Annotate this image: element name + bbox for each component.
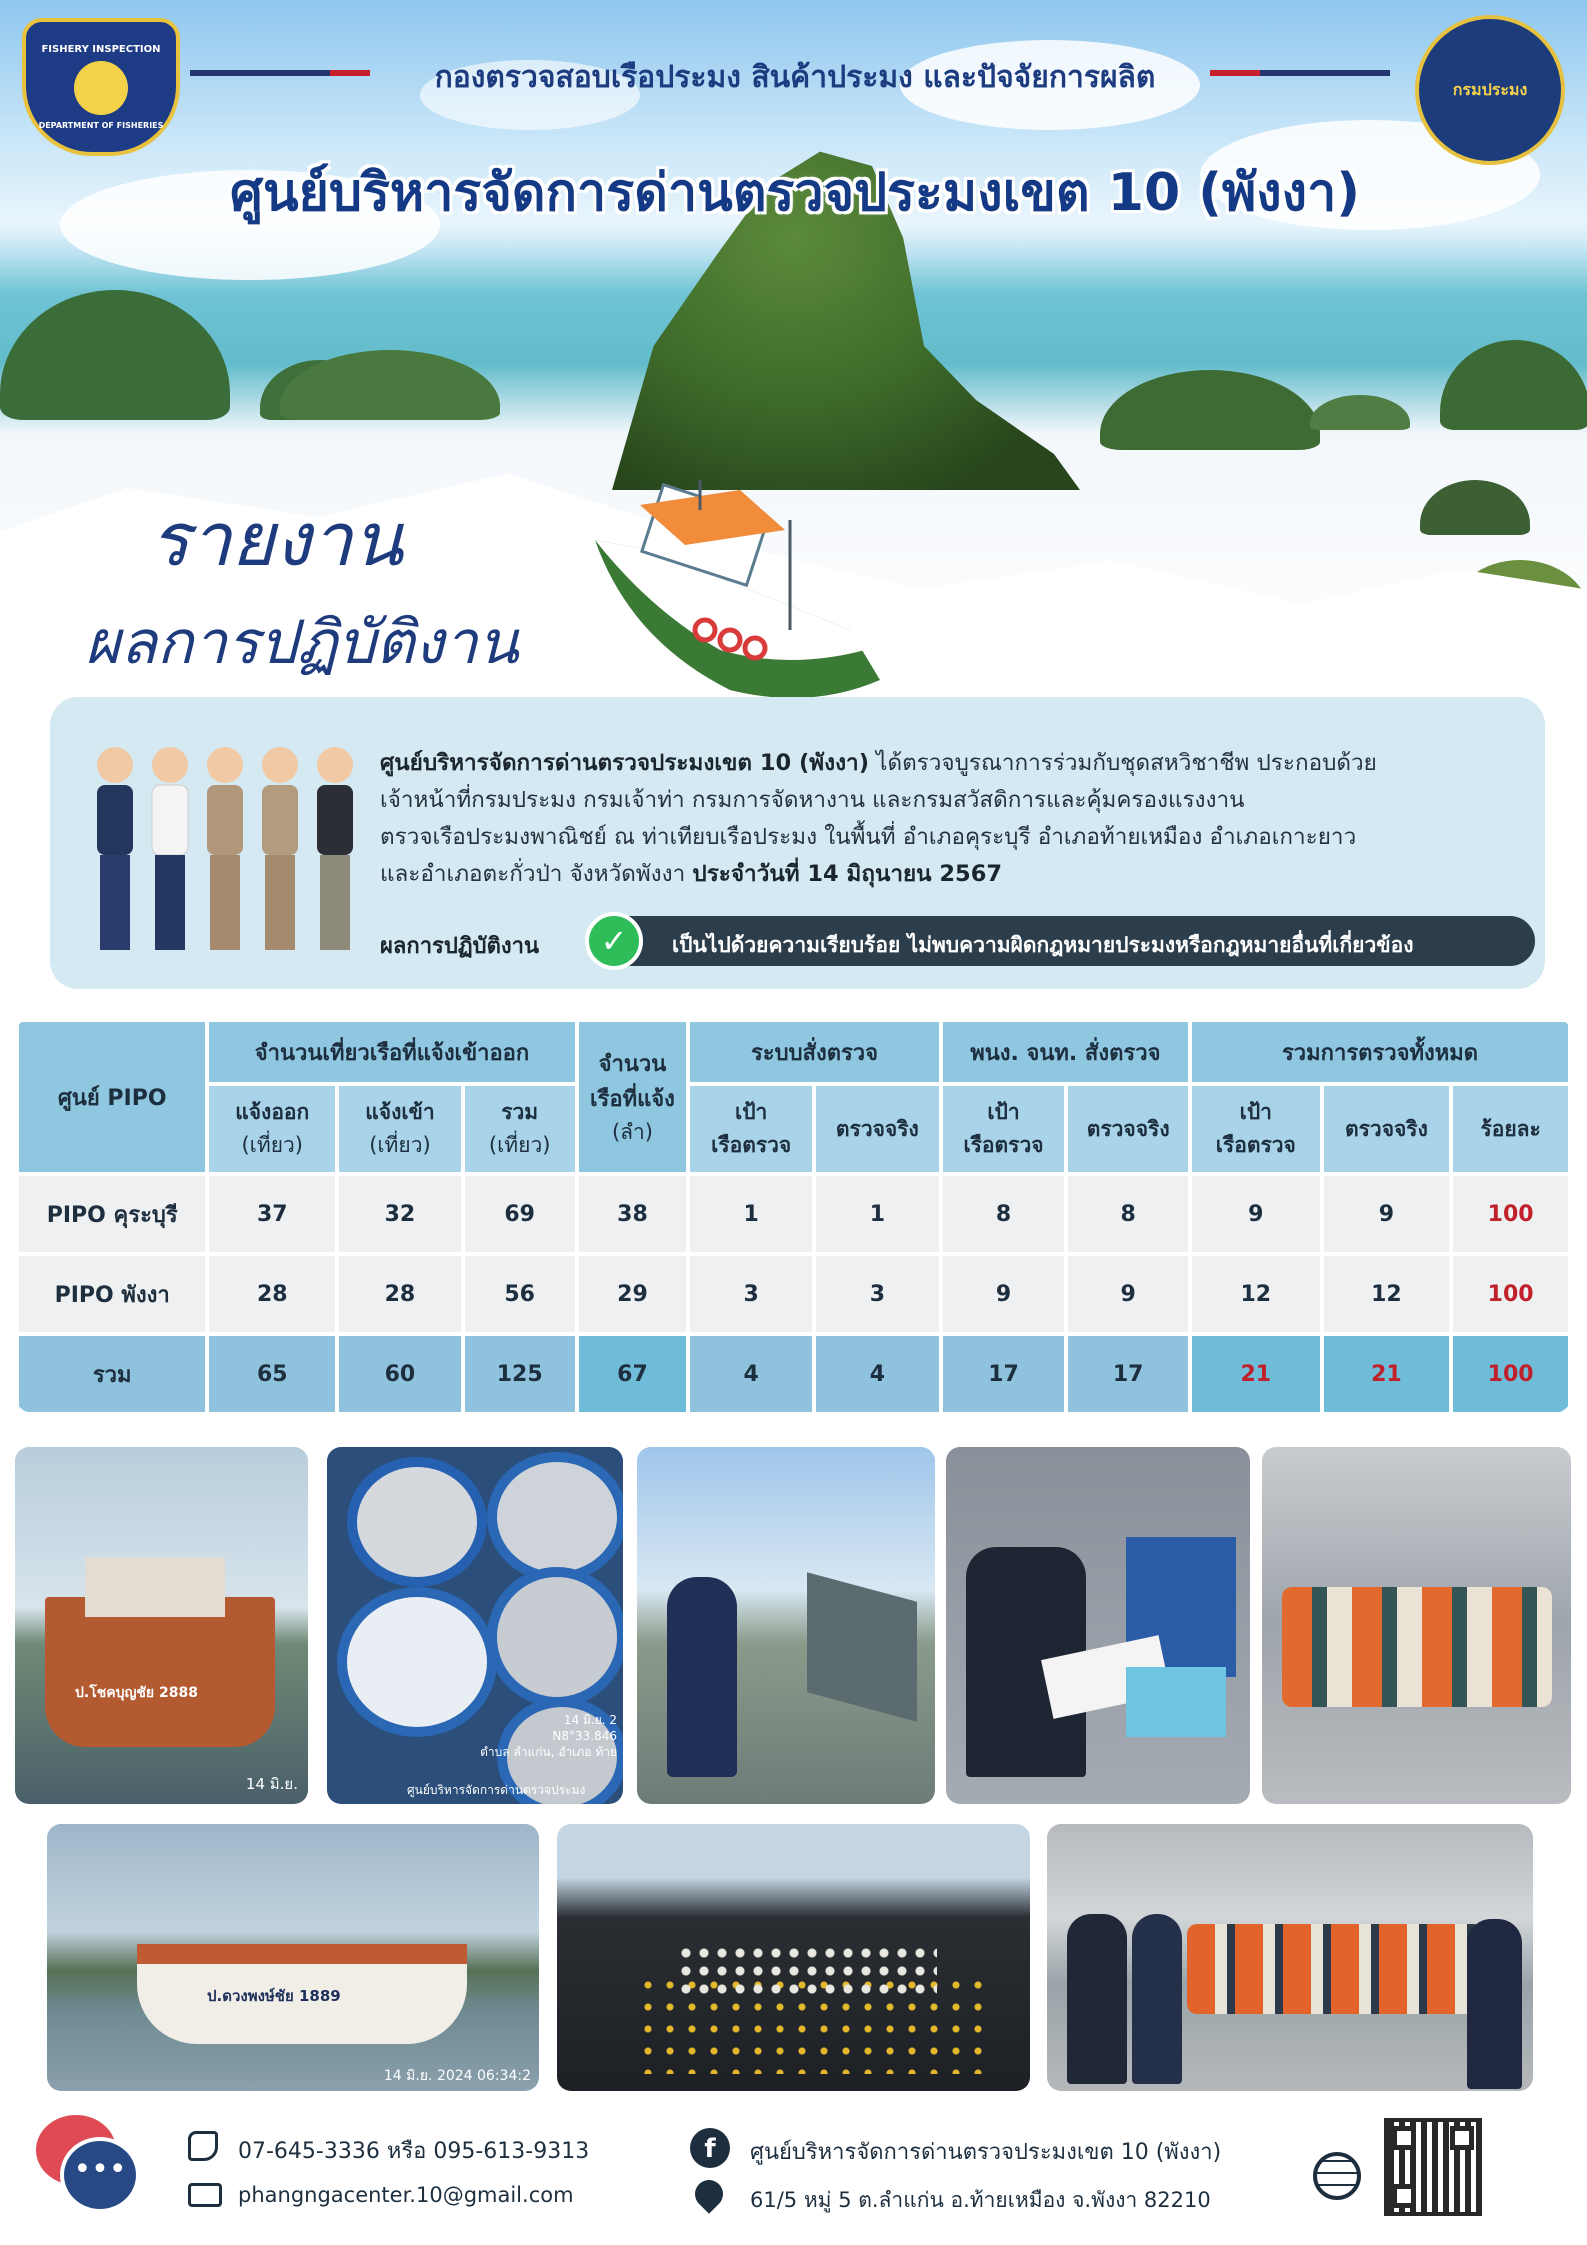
cell: 4 [816, 1336, 939, 1412]
department-of-fisheries-logo: กรมประมง [1415, 15, 1565, 165]
sub-out: แจ้งออก (เที่ยว) [209, 1086, 335, 1172]
photo-timestamp: 14 มิ.ย. 2024 06:34:2 [383, 2068, 531, 2084]
photo-fish-barrels [327, 1447, 623, 1804]
table-row [19, 1256, 1568, 1332]
cell: 28 [339, 1256, 461, 1332]
photo-timestamp: 14 มิ.ย. [245, 1775, 298, 1793]
result-text: เป็นไปด้วยความเรียบร้อย ไม่พบความผิดกฎหมายประมงหรือกฎหมายอื่นที่เกี่ยวข้อง [672, 933, 1414, 957]
result-label: ผลการปฏิบัติงาน [380, 934, 539, 959]
cell: 1 [816, 1176, 939, 1252]
cell: 3 [816, 1256, 939, 1332]
email-address[interactable]: phangngacenter.10@gmail.com [238, 2183, 574, 2207]
report-date: ประจำวันที่ 14 มิถุนายน 2567 [692, 861, 1003, 887]
report-subheading: ผลการปฏิบัติงาน [85, 608, 519, 678]
cell: 125 [465, 1336, 575, 1412]
cell-percent: 100 [1453, 1336, 1568, 1412]
summary-line-2: เจ้าหน้าที่กรมประมง กรมเจ้าท่า กรมการจัดหางาน และกรมสวัสดิการและคุ้มครองแรงงาน [380, 787, 1245, 813]
cell-center: PIPO พังงา [19, 1256, 205, 1332]
cell: 9 [1192, 1176, 1320, 1252]
cell: 21 [1192, 1336, 1320, 1412]
cell: 21 [1324, 1336, 1450, 1412]
photo-boat-1 [15, 1447, 308, 1804]
chat-icon[interactable]: ••• [36, 2115, 140, 2215]
cell: 29 [579, 1256, 687, 1332]
phone-number[interactable]: 07-645-3336 หรือ 095-613-9313 [238, 2139, 590, 2164]
facebook-page[interactable]: ศูนย์บริหารจัดการด่านตรวจประมงเขต 10 (พังงา) [750, 2140, 1222, 2165]
rule-right-red [1210, 70, 1260, 76]
photo-boat-2 [47, 1824, 539, 2091]
qr-code[interactable] [1384, 2118, 1482, 2216]
cell: 67 [579, 1336, 687, 1412]
photo-crew-briefing [1262, 1447, 1571, 1804]
cell: 37 [209, 1176, 335, 1252]
cell: 8 [943, 1176, 1065, 1252]
sub-in: แจ้งเข้า (เที่ยว) [339, 1086, 461, 1172]
cell: 69 [465, 1176, 575, 1252]
cell: 9 [1068, 1256, 1188, 1332]
group-trips: จำนวนเที่ยวเรือที่แจ้งเข้าออก [209, 1022, 574, 1082]
email-icon [188, 2183, 222, 2207]
group-boats: จำนวน เรือที่แจ้ง (ลำ) [579, 1022, 687, 1172]
cell: 56 [465, 1256, 575, 1332]
cell: 65 [209, 1336, 335, 1412]
cell: 60 [339, 1336, 461, 1412]
cell: 9 [943, 1256, 1065, 1332]
cell: 1 [690, 1176, 812, 1252]
photo-officer-pier [637, 1447, 935, 1804]
sub-total-target: เป้า เรือตรวจ [1192, 1086, 1320, 1172]
page-title: ศูนย์บริหารจัดการด่านตรวจประมงเขต 10 (พังงา) [229, 163, 1361, 223]
photo-group [1047, 1824, 1533, 2091]
group-system: ระบบสั่งตรวจ [690, 1022, 938, 1082]
sub-system-target: เป้า เรือตรวจ [690, 1086, 812, 1172]
location-icon [689, 2174, 729, 2214]
cell: 17 [943, 1336, 1065, 1412]
photo-fishing-net [557, 1824, 1030, 2091]
cell: 8 [1068, 1176, 1188, 1252]
cell: 12 [1324, 1256, 1450, 1332]
col-center: ศูนย์ PIPO [19, 1022, 205, 1172]
organization-line: กองตรวจสอบเรือประมง สินค้าประมง และปัจจัยการผลิต [434, 60, 1156, 95]
rule-right-blue [1260, 70, 1390, 76]
report-heading: รายงาน [150, 497, 403, 583]
photo-stamp-org: ศูนย์บริหารจัดการด่านตรวจประมง [407, 1783, 586, 1797]
facebook-icon[interactable]: f [690, 2128, 730, 2168]
globe-icon[interactable] [1313, 2152, 1361, 2200]
address: 61/5 หมู่ 5 ต.ลำแก่น อ.ท้ายเหมือง จ.พังงา 82210 [750, 2188, 1211, 2212]
fishing-boat-illustration [590, 480, 890, 710]
emblem-icon [74, 61, 128, 115]
cell-center: PIPO คุระบุรี [19, 1176, 205, 1252]
photo-document-check [946, 1447, 1250, 1804]
center-name: ศูนย์บริหารจัดการด่านตรวจประมงเขต 10 (พังงา) [380, 750, 869, 776]
cell: 17 [1068, 1336, 1188, 1412]
officers-illustration [80, 740, 360, 960]
cell-percent: 100 [1453, 1256, 1568, 1332]
rule-left-blue [190, 70, 330, 76]
group-total: รวมการตรวจทั้งหมด [1192, 1022, 1568, 1082]
fishery-inspection-logo: FISHERY INSPECTION DEPARTMENT OF FISHERIES [22, 18, 180, 156]
inspection-table [15, 1018, 1572, 1413]
table-row [19, 1176, 1568, 1252]
cell-center: รวม [19, 1336, 205, 1412]
sub-total-actual: ตรวจจริง [1324, 1086, 1450, 1172]
cell: 3 [690, 1256, 812, 1332]
summary-line-4: และอำเภอตะกั่วป่า จังหวัดพังงา [380, 861, 693, 887]
cell: 38 [579, 1176, 687, 1252]
boat-name: ป.โชคบุญชัย 2888 [75, 1685, 198, 1701]
summary-text [380, 745, 1520, 893]
cell: 12 [1192, 1256, 1320, 1332]
sub-system-actual: ตรวจจริง [816, 1086, 939, 1172]
group-officer: พนง. จนท. สั่งตรวจ [943, 1022, 1188, 1082]
boat-name: ป.ดวงพงษ์ชัย 1889 [207, 1987, 341, 2005]
cell: 9 [1324, 1176, 1450, 1252]
cell: 4 [690, 1336, 812, 1412]
summary-line-3: ตรวจเรือประมงพาณิชย์ ณ ท่าเทียบเรือประมง ในพื้นที่ อำเภอคุระบุรี อำเภอท้ายเหมือง อำเภอเกาะยาว [380, 824, 1357, 850]
check-icon: ✓ [585, 912, 643, 970]
cell: 28 [209, 1256, 335, 1332]
cell: 32 [339, 1176, 461, 1252]
cell-percent: 100 [1453, 1176, 1568, 1252]
sub-percent: ร้อยละ [1453, 1086, 1568, 1172]
table-total-row [19, 1336, 1568, 1412]
rule-left-red [330, 70, 370, 76]
sub-officer-target: เป้า เรือตรวจ [943, 1086, 1065, 1172]
phone-icon [188, 2131, 218, 2161]
photo-stamp: 14 มิ.ย. 2 N8°33.846 ตำบล ลำแก่น, อำเภอ ท้าย [480, 1713, 617, 1759]
summary-line-1: ได้ตรวจบูรณาการร่วมกับชุดสหวิชาชีพ ประกอบด้วย [868, 750, 1377, 776]
sub-sum: รวม (เที่ยว) [465, 1086, 575, 1172]
sub-officer-actual: ตรวจจริง [1068, 1086, 1188, 1172]
